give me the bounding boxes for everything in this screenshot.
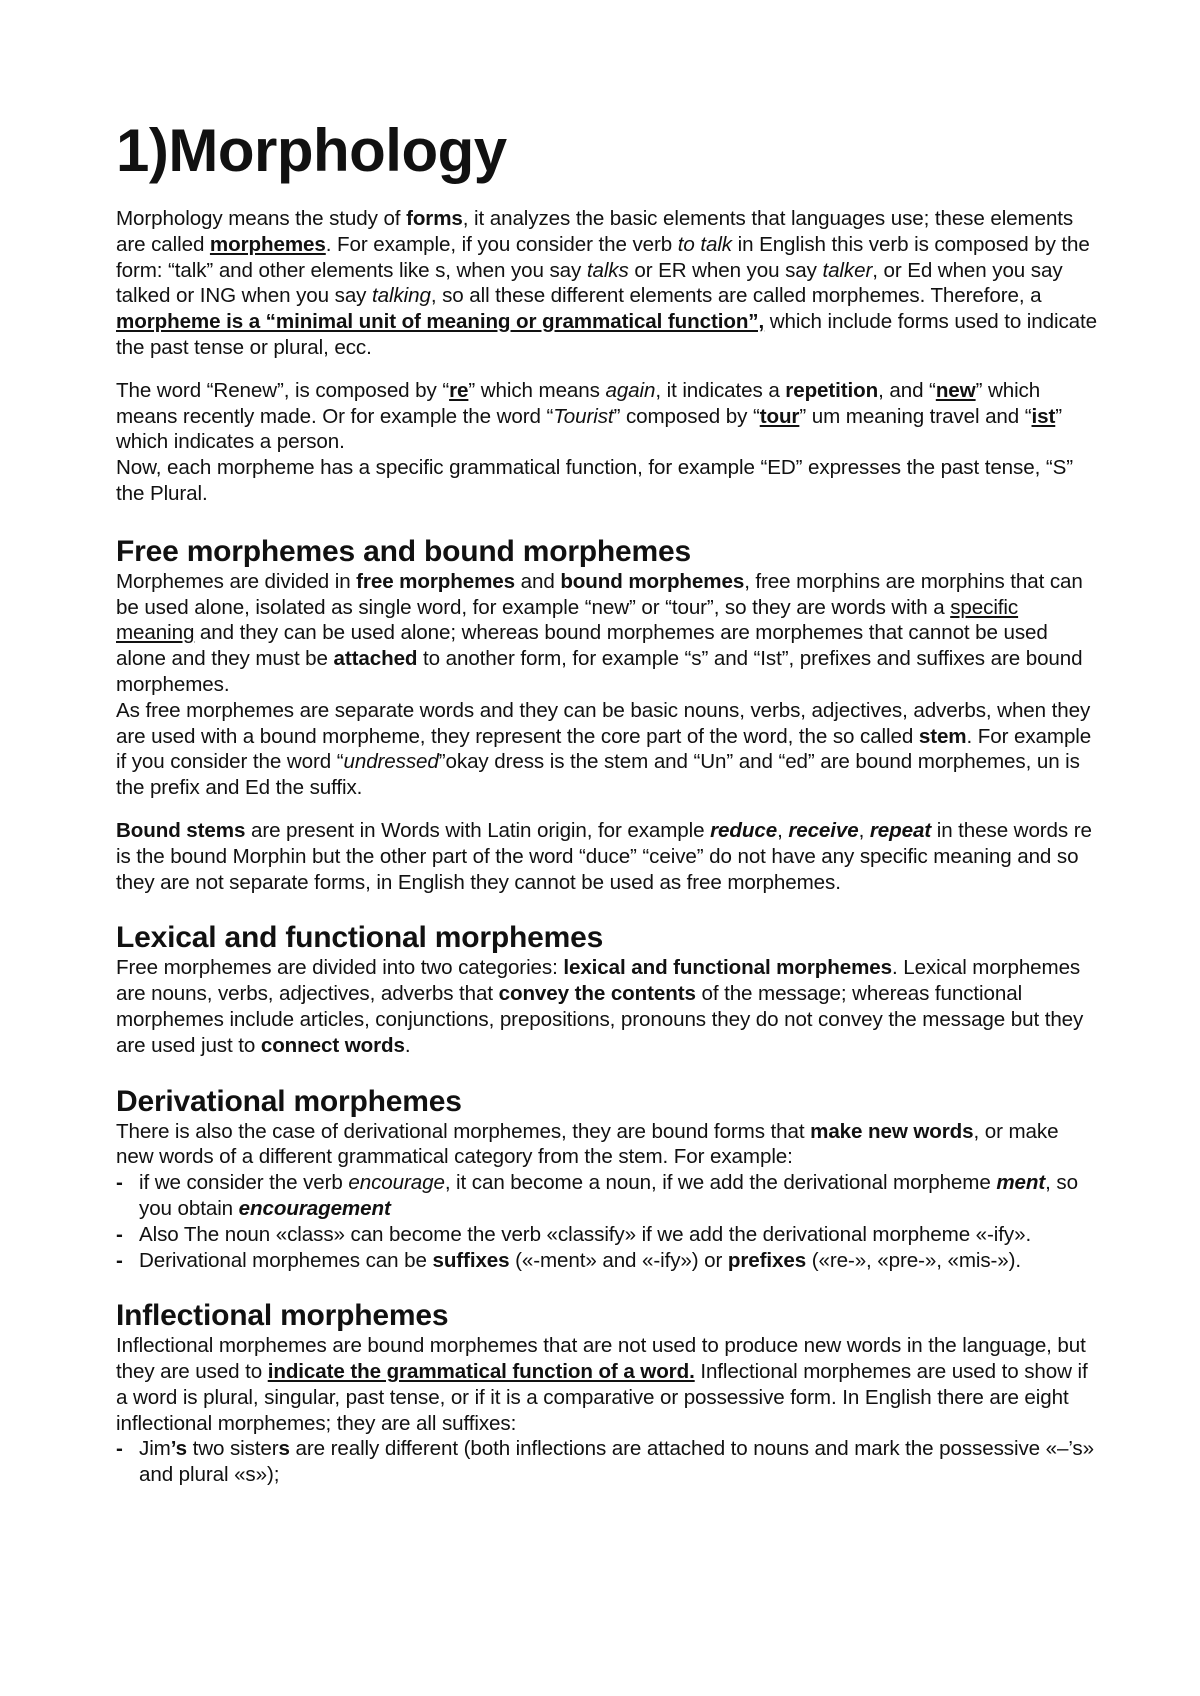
lexical-paragraph-1: Free morphemes are divided into two categories: lexical and functional morphemes. Lexical morphemes are nouns, verbs, adjectives, adverbs that convey the contents of the message; whereas functional morphemes include articles, conjunctions, prepositions, pronouns they do not convey the message but they are used just to connect words. [116,956,1084,1057]
inflectional-paragraph-1: Inflectional morphemes are bound morphemes that are not used to produce new words in the language, but they are used to indicate the grammatical function of a word. Inflectional morphemes are used to show if a word is plural, singular, past tense, or if it is a comparative or possessive form. In English there are eight inflectional morphemes; they are all suffixes: [116,1334,1088,1435]
italic-term: to talk [677,232,732,256]
free-paragraph-1: Morphemes are divided in free morphemes and bound morphemes, free morphins are morphins that can be used alone, isolated as single word, for example “new” or “tour”, so they are words with a specific meaning and they can be used alone; whereas bound morphemes are morphemes that cannot be used alone and they must be attached to another form, for example “s” and “Ist”, prefixes and suffixes are bound morphemes. [116,569,1083,696]
section-heading-inflectional: Inflectional morphemes [116,1299,449,1333]
document-page [116,118,1100,1488]
page-title: 1)Morphology [116,117,507,184]
list-item: - Jim’s two sisters are really different (both inflections are attached to nouns and mark the possessive «–’s» and plural «s»); [116,1436,1100,1488]
inflectional-list [116,1436,1100,1488]
free-paragraph-3: Bound stems are present in Words with Latin origin, for example reduce, receive, repeat in these words re is the bound Morphin but the other part of the word “duce” “ceive” do not have any specific meaning and so they are not separate forms, in English they cannot be used as free morphemes. [116,818,1092,894]
italic-term: talker [822,258,873,282]
intro-paragraph-1: Morphology means the study of forms, it analyzes the basic elements that languages use; these elements are called morphemes. For example, if you consider the verb to talk in English this verb is composed by the form: “talk” and other elements like s, when you say talks or ER when you say talker, or Ed when you say talked or ING when you say talking, so all these different elements are called morphemes. Therefore, a morpheme is a “minimal unit of meaning or grammatical function”, which include forms used to indicate the past tense or plural, ecc. [116,207,1097,359]
list-item: - if we consider the verb encourage, it can become a noun, if we add the derivational morpheme ment, so you obtain encouragement [116,1170,1100,1222]
section-heading-lexical-functional: Lexical and functional morphemes [116,921,604,955]
bold-term: morphemes [209,232,326,256]
derivational-list [116,1170,1100,1273]
section-heading-free-bound: Free morphemes and bound morphemes [116,534,691,568]
definition-highlight: morpheme is a “minimal unit of meaning or grammatical function”, [116,310,765,334]
list-item: - Derivational morphemes can be suffixes («-ment» and «-ify») or prefixes («re-», «pre-», «mis-»). [116,1248,1100,1274]
intro-paragraph-2: The word “Renew”, is composed by “re” which means again, it indicates a repetition, and “new” which means recently made. Or for example the word “Tourist” composed by “tour” um meaning travel and “ist” which indicates a person. [116,378,1063,454]
derivational-paragraph-1: There is also the case of derivational morphemes, they are bound forms that make new words, or make new words of a different grammatical category from the stem. For example: [116,1119,1059,1169]
italic-term: talks [586,258,629,282]
list-item: - Also The noun «class» can become the verb «classify» if we add the derivational morpheme «-ify». [116,1222,1100,1248]
free-paragraph-2: As free morphemes are separate words and they can be basic nouns, verbs, adjectives, adverbs, when they are used with a bound morpheme, they represent the core part of the word, the so called stem. For example if you consider the word “undressed”okay dress is the stem and “Un” and “ed” are bound morphemes, un is the prefix and Ed the suffix. [116,698,1092,800]
bold-term: forms [406,207,463,230]
intro-paragraph-3: Now, each morpheme has a specific grammatical function, for example “ED” expresses the past tense, “S” the Plural. [116,456,1073,505]
italic-term: talking [372,284,431,308]
section-heading-derivational: Derivational morphemes [116,1084,462,1118]
